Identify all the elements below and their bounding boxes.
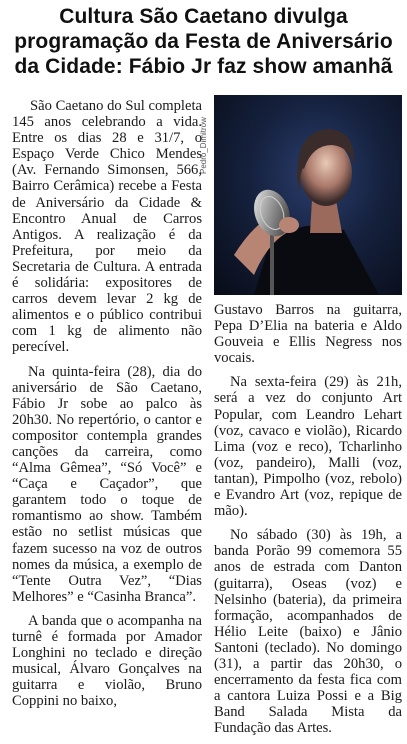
- paragraph-fabio-jr: Na quinta-feira (28), dia do aniversário de São Caetano, Fábio Jr sobe ao palco às 20h30. No repertório, o cantor e compositor contempla grandes canções da carreira, como “Alma Gêmea”, “Só Você” e “Caça e Caçador”, que garantem todo o toque de romantismo ao show. Também estão no setlist músicas que fazem sucesso na voz de outros nomes da música, a exemplo de “Tente Outra Vez”, “Dias Melhores” e “Casinha Branca”.: [12, 363, 202, 605]
- paragraph-porao-99: No sábado (30) às 19h, a banda Porão 99 comemora 55 anos de estrada com Danton (guitarra), Oseas (voz) e Nelsinho (bateria), da primeira formação, acompanhados de Hélio Leite (baixo) e Jânio Santoni (teclado). No domingo (31), a partir das 20h30, o encerramento da festa fica com a cantora Luiza Possi e a Big Band Salada Mista da Fundação das Artes.: [214, 527, 402, 737]
- article-column-right: [214, 302, 402, 744]
- paragraph-band: A banda que o acompanha na turnê é formada por Amador Longhini no teclado e direção musical, Álvaro Gonçalves na guitarra e violão, Bruno Coppini no baixo,: [12, 612, 202, 710]
- article-column-left: [12, 98, 202, 717]
- headline: Cultura São Caetano divulga programação da Festa de Aniversário da Cidade: Fábio Jr faz show amanhã: [14, 5, 393, 78]
- singer-photo: [214, 95, 402, 295]
- paragraph-intro: São Caetano do Sul completa 145 anos celebrando a vida. Entre os dias 28 e 31/7, o Espaço Verde Chico Mendes (Av. Fernando Simonsen, 566, Bairro Cerâmica) recebe a Festa de Aniversário da Cidade & Encontro Anual de Carros Antigos. A realização é da Prefeitura, por meio da Secretaria de Cultura. A entrada é solidária: expositores de carros devem levar 2 kg de alimentos e o público contribui com 1 kg de alimento não perecível.: [12, 98, 202, 356]
- paragraph-band-continued: Gustavo Barros na guitarra, Pepa D’Elia na bateria e Aldo Gouveia e Ellis Negress nos vocais.: [214, 302, 402, 367]
- photo-credit: Pedro_Dimitrow: [199, 117, 208, 174]
- singer-illustration: [214, 95, 402, 295]
- paragraph-art-popular: Na sexta-feira (29) às 21h, será a vez do conjunto Art Popular, com Leandro Lehart (voz, cavaco e violão), Ricardo Lima (voz e reco), Tcharlinho (voz, pandeiro), Malli (voz, tantan), Pimpolho (voz, rebolo) e Evandro Art (voz, repique de mão).: [214, 374, 402, 520]
